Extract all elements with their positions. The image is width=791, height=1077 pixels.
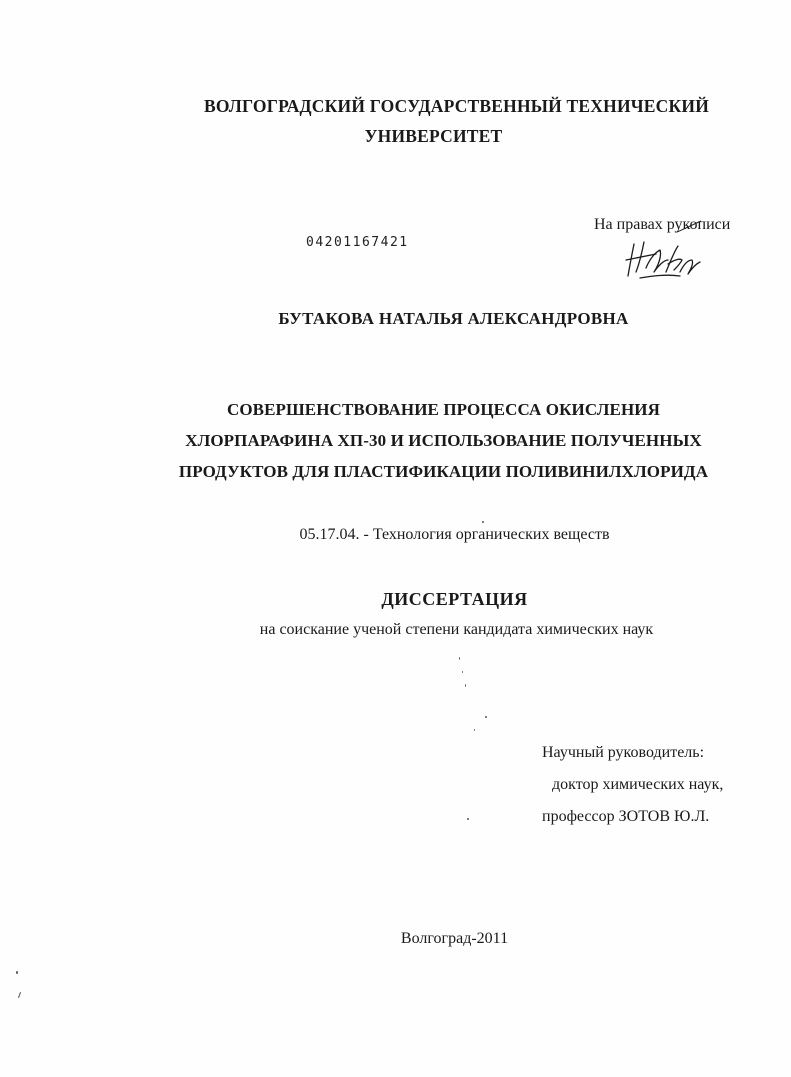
specialty-code: 05.17.04. - Технология органических веществ [299, 526, 610, 543]
thesis-title-line1: СОВЕРШЕНСТВОВАНИЕ ПРОЦЕССА ОКИСЛЕНИЯ [226, 400, 661, 419]
scan-speck [18, 992, 21, 998]
degree-sought: на соискание ученой степени кандидата химических наук [259, 621, 654, 638]
supervisor-degree: доктор химических наук, [552, 776, 724, 793]
thesis-title-line3: ПРОДУКТОВ ДЛЯ ПЛАСТИФИКАЦИИ ПОЛИВИНИЛХЛОРИДА [178, 462, 709, 481]
author-name: БУТАКОВА НАТАЛЬЯ АЛЕКСАНДРОВНА [278, 309, 629, 328]
scan-speck [474, 729, 475, 731]
document-type-label: ДИССЕРТАЦИЯ [381, 589, 528, 609]
manuscript-rights-note [594, 216, 730, 234]
supervisor-name: профессор ЗОТОВ Ю.Л. [542, 808, 710, 825]
handwritten-signature [622, 238, 706, 280]
scan-speck [16, 971, 18, 974]
supervisor-role: Научный руководитель: [542, 744, 705, 761]
scan-speck [485, 716, 487, 718]
thesis-title-line2: ХЛОРПАРАФИНА ХП-30 И ИСПОЛЬЗОВАНИЕ ПОЛУЧЕННЫХ [185, 431, 702, 450]
scan-speck [467, 818, 469, 820]
university-name-line2: УНИВЕРСИТЕТ [364, 126, 503, 146]
scan-speck [459, 657, 460, 660]
scan-speck [462, 671, 463, 673]
university-name-line1: ВОЛГОГРАДСКИЙ ГОСУДАРСТВЕННЫЙ ТЕХНИЧЕСКИЙ [203, 96, 710, 116]
pen-stroke-mark [676, 220, 702, 234]
manuscript-rights-text: На правах рукописи [594, 216, 731, 233]
document-number: 04201167421 [306, 235, 409, 250]
scan-speck [482, 521, 484, 523]
city-and-year: Волгоград-2011 [400, 930, 509, 947]
scan-speck [465, 684, 466, 687]
